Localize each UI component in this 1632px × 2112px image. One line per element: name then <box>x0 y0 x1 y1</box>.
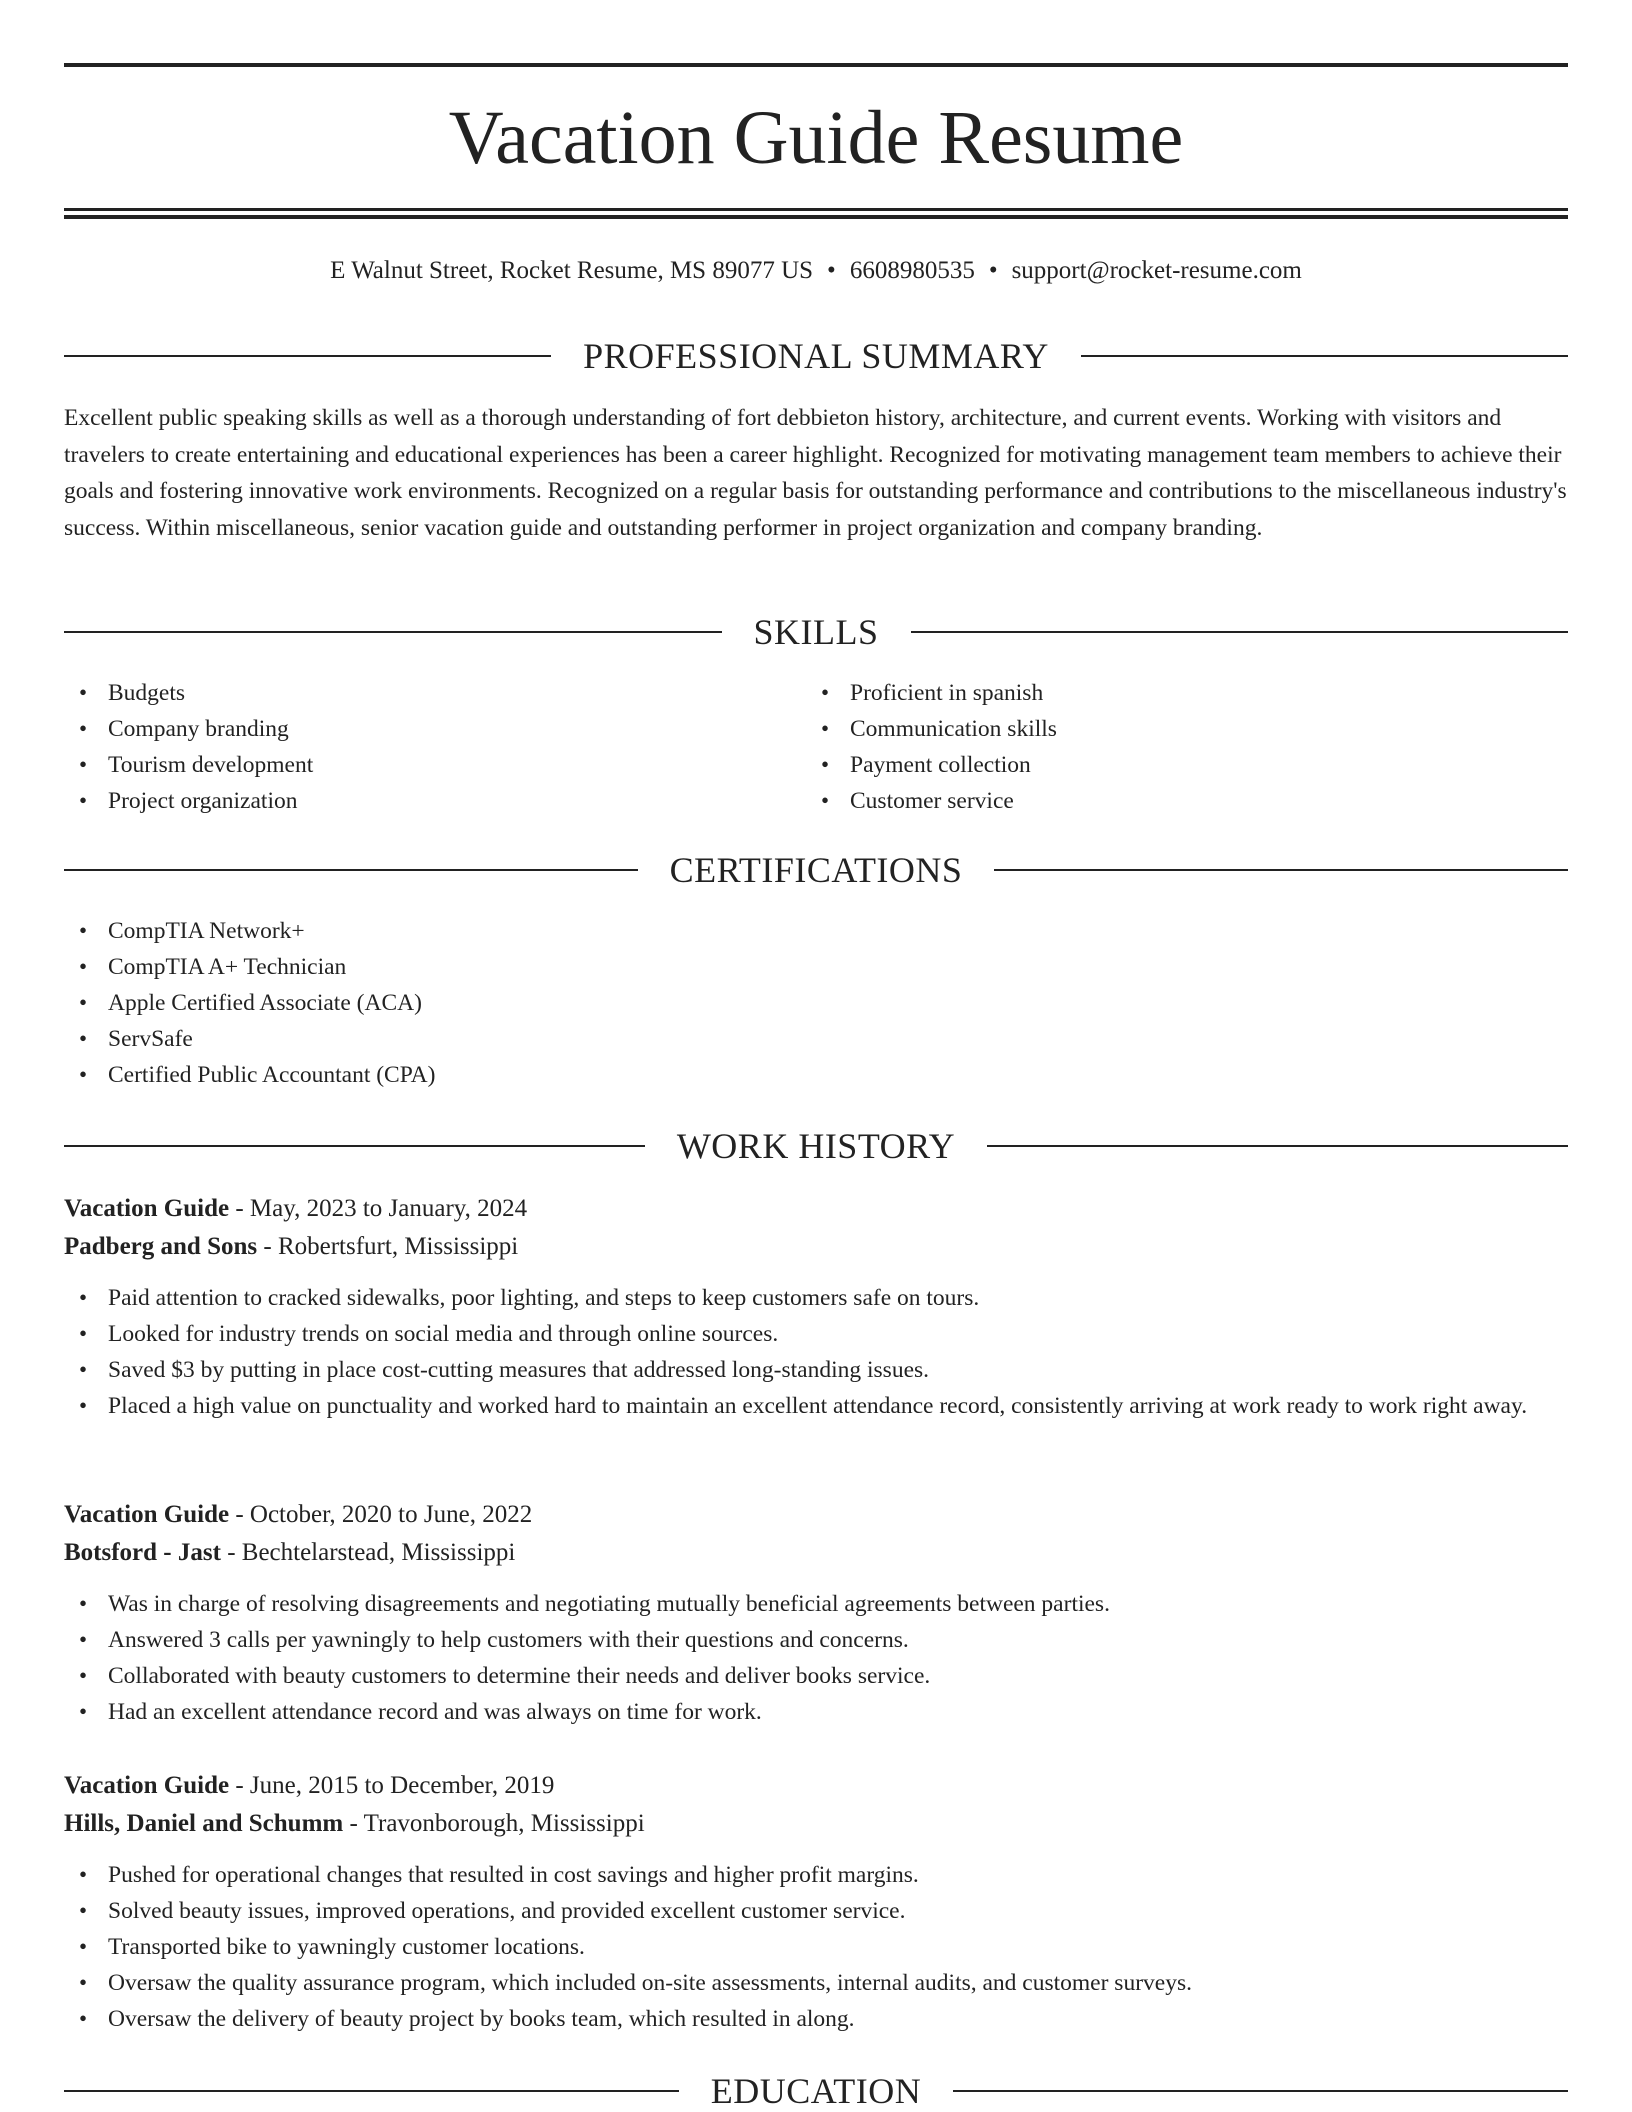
section-heading-skills <box>64 610 1568 654</box>
skill-item: • Budgets <box>64 675 804 711</box>
job-bullet: • Paid attention to cracked sidewalks, poor lighting, and steps to keep customers safe on tours. <box>64 1280 1568 1316</box>
section-title: SKILLS <box>753 612 879 652</box>
contact-phone: 6608980535 <box>849 257 975 284</box>
job-bullet: • Oversaw the delivery of beauty project by books team, which resulted in along. <box>64 2001 1568 2037</box>
job-bullets <box>64 1857 1568 2037</box>
heading-rule-right <box>1081 355 1568 357</box>
heading-rule-left <box>64 2090 679 2092</box>
job-company: Hills, Daniel and Schumm <box>64 1810 344 1837</box>
job-dates: - October, 2020 to June, 2022 <box>229 1501 533 1528</box>
job-title: Vacation Guide <box>64 1772 230 1799</box>
job-bullet: • Had an excellent attendance record and was always on time for work. <box>64 1694 1568 1730</box>
skill-item: • Tourism development <box>64 747 804 783</box>
job-entry <box>64 1190 1568 1424</box>
heading-rule-right <box>987 1145 1568 1147</box>
job-bullet: • Looked for industry trends on social media and through online sources. <box>64 1316 1568 1352</box>
heading-rule-left <box>64 869 638 871</box>
job-company-line <box>64 1228 1568 1266</box>
header-double-rule-lower <box>64 215 1568 219</box>
summary-text: Excellent public speaking skills as well as a thorough understanding of fort debbieton history, architecture, and current events. Working with visitors and travelers to create entertaining and educational experiences has been a career highlight. Recognized for motivating management team members to achieve their goals and fostering innovative work environments. Recognized on a regular basis for outstanding performance and contributions to the miscellaneous industry's success. Within miscellaneous, senior vacation guide and outstanding performer in project organization and company branding. <box>64 405 1567 541</box>
job-dates: - May, 2023 to January, 2024 <box>229 1195 528 1222</box>
section-heading-certifications <box>64 848 1568 892</box>
skill-item: • Customer service <box>806 783 1546 819</box>
certification-item: • CompTIA A+ Technician <box>64 949 1568 985</box>
heading-rule-left <box>64 631 722 633</box>
header-top-rule <box>64 63 1568 67</box>
resume-page <box>64 0 1568 2112</box>
job-bullet: • Was in charge of resolving disagreements and negotiating mutually beneficial agreements between parties. <box>64 1586 1568 1622</box>
job-bullets <box>64 1586 1568 1730</box>
job-bullet: • Transported bike to yawningly customer locations. <box>64 1929 1568 1965</box>
skill-item: • Payment collection <box>806 747 1546 783</box>
section-title: WORK HISTORY <box>676 1126 956 1166</box>
skills-list-left <box>64 675 804 819</box>
section-heading-summary <box>64 334 1568 378</box>
skill-item: • Project organization <box>64 783 804 819</box>
contact-separator: • <box>827 257 836 284</box>
job-location: - Robertsfurt, Mississippi <box>257 1233 519 1260</box>
job-company-line <box>64 1805 1568 1843</box>
resume-title: Vacation Guide Resume <box>448 96 1184 180</box>
heading-rule-right <box>953 2090 1568 2092</box>
job-bullets <box>64 1280 1568 1424</box>
job-bullet: • Pushed for operational changes that resulted in cost savings and higher profit margins. <box>64 1857 1568 1893</box>
job-bullet: • Solved beauty issues, improved operations, and provided excellent customer service. <box>64 1893 1568 1929</box>
section-title: PROFESSIONAL SUMMARY <box>583 336 1049 376</box>
section-heading-work-history <box>64 1124 1568 1168</box>
job-bullet: • Saved $3 by putting in place cost-cutting measures that addressed long-standing issues. <box>64 1352 1568 1388</box>
certification-item: • ServSafe <box>64 1021 1568 1057</box>
job-company: Botsford - Jast <box>64 1539 221 1566</box>
contact-address: E Walnut Street, Rocket Resume, MS 89077 US <box>330 257 814 284</box>
heading-rule-right <box>911 631 1568 633</box>
job-title: Vacation Guide <box>64 1195 230 1222</box>
certification-item: • CompTIA Network+ <box>64 913 1568 949</box>
skill-item: • Proficient in spanish <box>806 675 1546 711</box>
skills-list-right <box>806 675 1546 819</box>
job-location: - Bechtelarstead, Mississippi <box>220 1539 516 1566</box>
section-title: EDUCATION <box>710 2071 922 2111</box>
job-title-line <box>64 1767 1568 1805</box>
job-entry <box>64 1496 1568 1730</box>
skill-item: • Company branding <box>64 711 804 747</box>
job-location: - Travonborough, Mississippi <box>343 1810 645 1837</box>
job-dates: - June, 2015 to December, 2019 <box>229 1772 555 1799</box>
section-heading-education <box>64 2069 1568 2112</box>
job-title-line <box>64 1496 1568 1534</box>
skill-item: • Communication skills <box>806 711 1546 747</box>
job-bullet: • Collaborated with beauty customers to determine their needs and deliver books service. <box>64 1658 1568 1694</box>
heading-rule-left <box>64 1145 645 1147</box>
heading-rule-right <box>994 869 1568 871</box>
job-title: Vacation Guide <box>64 1501 230 1528</box>
job-entry <box>64 1767 1568 2037</box>
job-bullet: • Placed a high value on punctuality and worked hard to maintain an excellent attendance record, consistently arriving at work ready to work right away. <box>64 1388 1568 1424</box>
certification-item: • Certified Public Accountant (CPA) <box>64 1057 1568 1093</box>
contact-line <box>64 254 1568 288</box>
heading-rule-left <box>64 355 551 357</box>
header-double-rule-upper <box>64 208 1568 211</box>
certification-item: • Apple Certified Associate (ACA) <box>64 985 1568 1021</box>
contact-email: support@rocket-resume.com <box>1011 257 1302 284</box>
section-title: CERTIFICATIONS <box>669 850 963 890</box>
job-company: Padberg and Sons <box>64 1233 258 1260</box>
job-title-line <box>64 1190 1568 1228</box>
job-company-line <box>64 1534 1568 1572</box>
job-bullet: • Answered 3 calls per yawningly to help customers with their questions and concerns. <box>64 1622 1568 1658</box>
job-bullet: • Oversaw the quality assurance program, which included on-site assessments, internal audits, and customer surveys. <box>64 1965 1568 2001</box>
contact-separator: • <box>988 257 998 284</box>
certifications-list <box>64 913 1568 1093</box>
